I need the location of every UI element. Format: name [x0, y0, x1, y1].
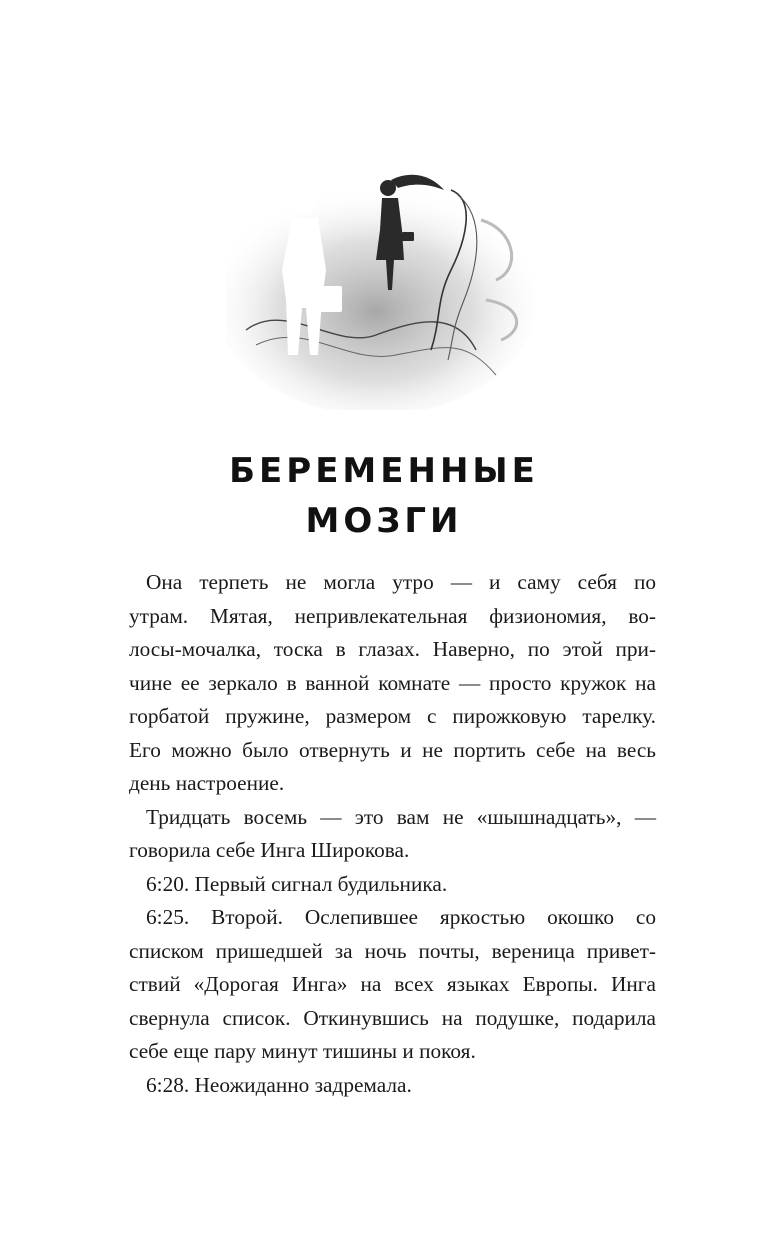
text-line: Тридцать восемь — это вам не «шышнадцать», —	[146, 804, 656, 829]
man-woman-silhouette-illustration	[226, 160, 542, 410]
text-line: Его можно было отвернуть и не портить себе на весь	[129, 737, 656, 762]
text-line: говорила себе Инга Широкова.	[129, 838, 410, 862]
text-line: 6:28. Неожиданно задремала.	[146, 1072, 412, 1097]
text-line: 6:25. Второй. Ослепившее яркостью окошко со	[146, 905, 656, 929]
illustration-svg	[226, 160, 542, 410]
text-line: себе еще пару минут тишины и покоя.	[129, 1039, 476, 1063]
paragraph	[113, 566, 656, 801]
paragraph	[113, 901, 656, 1069]
text-line: 6:20. Первый сигнал будильника.	[146, 871, 448, 896]
text-line: списком пришедшей за ночь почты, вереница привет-	[129, 938, 656, 963]
text-line: день настроение.	[129, 771, 285, 795]
paragraph	[113, 1069, 656, 1103]
chapter-title	[0, 446, 768, 546]
chapter-body-text	[113, 566, 656, 1102]
text-line: свернула список. Откинувшись на подушке, подарила	[129, 1005, 656, 1030]
text-line: ствий «Дорогая Инга» на всех языках Европы. Инга	[129, 972, 656, 996]
text-line: горбатой пружине, размером с пирожковую тарелку.	[129, 704, 656, 728]
text-line: лосы-мочалка, тоска в глазах. Наверно, по этой при-	[129, 637, 656, 661]
text-line: чине ее зеркало в ванной комнате — просто кружок на	[129, 670, 656, 695]
paragraph	[113, 868, 656, 902]
text-line: Она терпеть не могла утро — и саму себя по	[146, 570, 656, 594]
text-line: утрам. Мятая, непривлекательная физиономия, во-	[129, 603, 656, 628]
chapter-title-line: МОЗГИ	[305, 501, 463, 541]
chapter-title-line: БЕРЕМЕННЫЕ	[229, 451, 539, 491]
paragraph	[113, 801, 656, 868]
